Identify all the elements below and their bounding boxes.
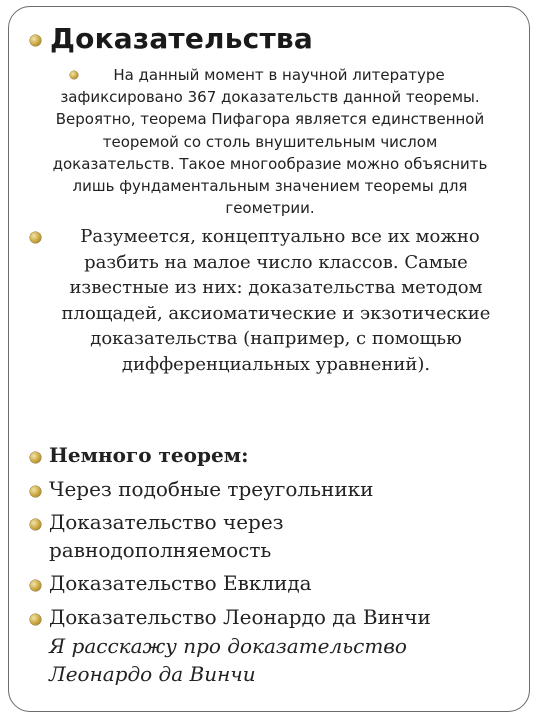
paragraph-2-bullet-icon [30,232,41,243]
list-item-euclid: Доказательство Евклида [49,571,312,595]
list-item-1-bullet-icon [30,486,41,497]
list-item-4-bullet-icon [30,614,41,625]
list-item-equal-complement-cont: равнодополняемость [49,538,272,562]
title-bullet-icon [30,35,41,46]
list-item-3-bullet-icon [30,580,41,591]
list-heading: Немного теорем: [49,443,249,467]
italic-note [49,632,489,688]
list-heading-bullet-icon [30,452,41,463]
paragraph-proof-classes: Разумеется, концептуально все их можно разбить на малое число классов. Самые известные из них: доказательства методом площадей, аксиоматические и экзотические доказательства (например, с помощью дифференциальных уравнений). [61,226,491,375]
slide-title: Доказательства [50,22,313,55]
paragraph-proof-count: На данный момент в научной литературе зафиксировано 367 доказательств данной теоремы. Вероятно, теорема Пифагора является единственной теоремой со столь внушительным числом доказательств. Такое многообразие можно объяснить лишь фундаментальным значением теоремы для геометрии. [52,66,488,218]
list-item-equal-complement: Доказательство через [49,510,284,534]
italic-note-line-1: Я расскажу про доказательство [49,634,407,658]
list-item-similar-triangles: Через подобные треугольники [49,477,374,501]
list-item-2-bullet-icon [30,519,41,530]
italic-note-line-2: Леонардо да Винчи [49,662,256,686]
list-item-leonardo: Доказательство Леонардо да Винчи [49,605,431,629]
